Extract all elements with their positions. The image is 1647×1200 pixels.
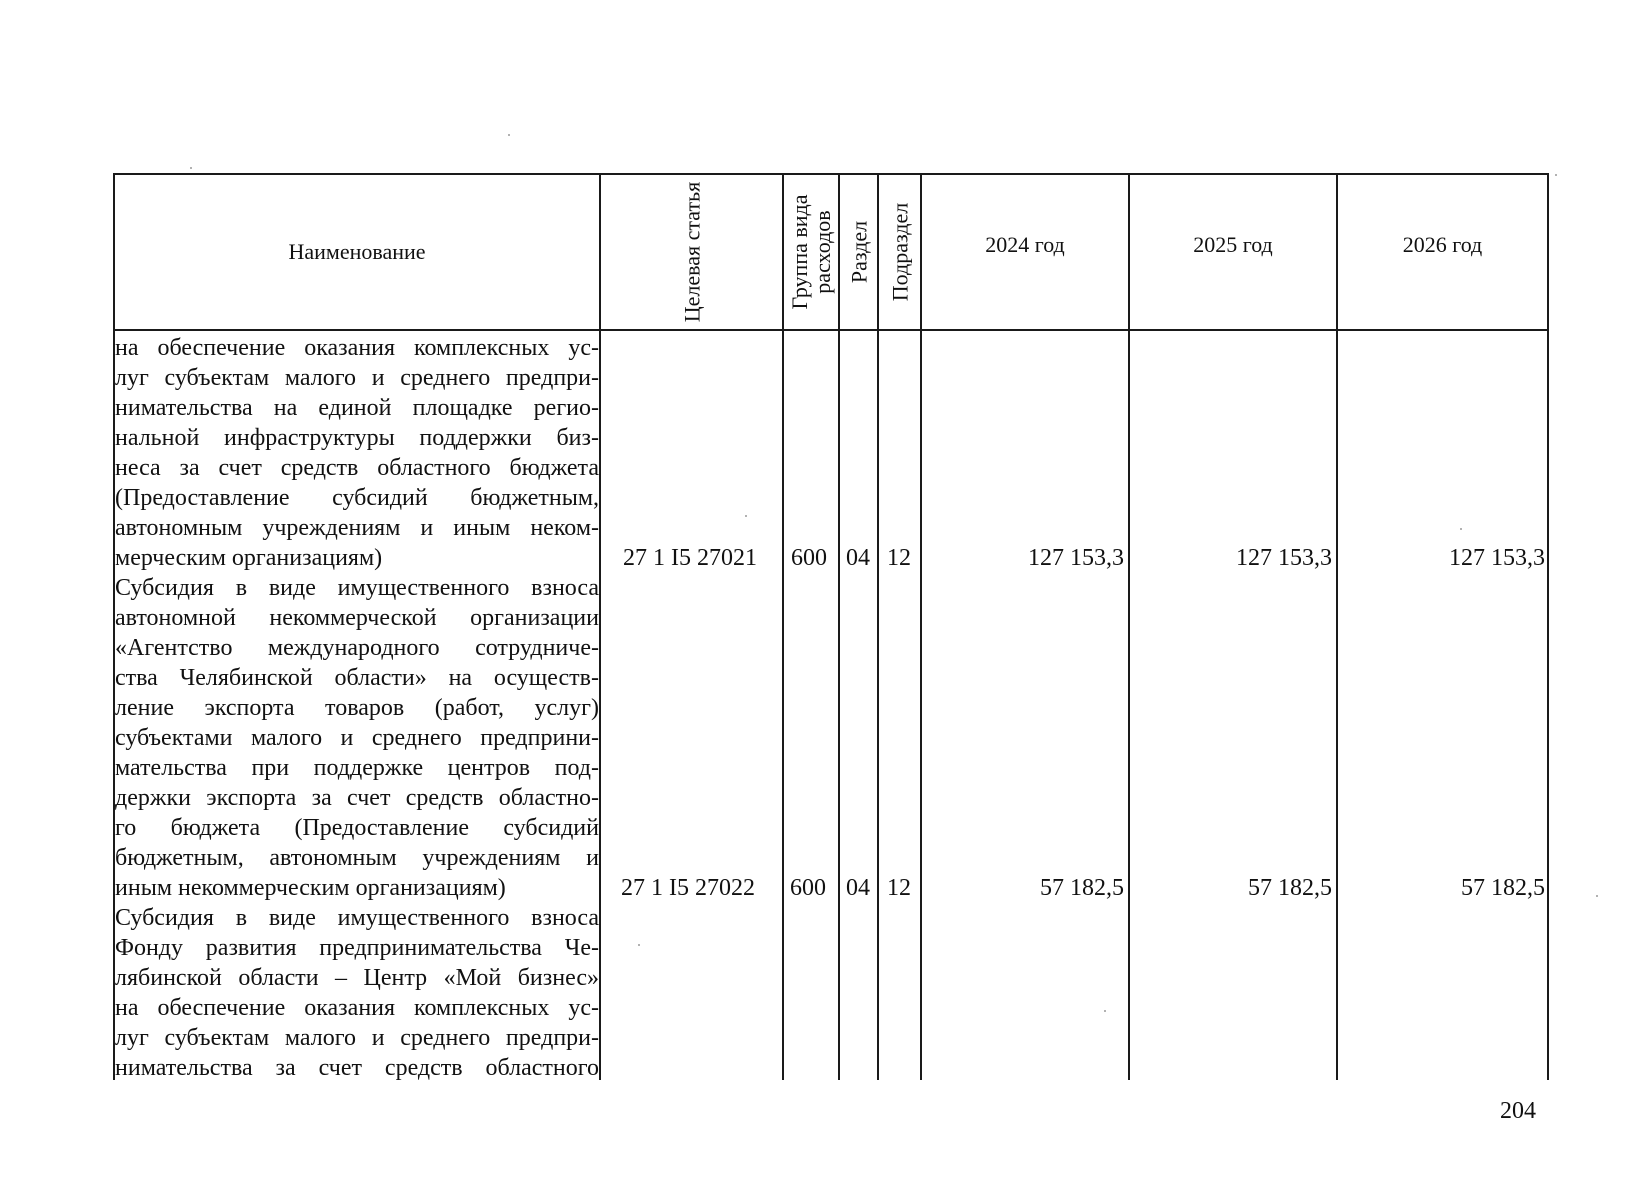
expense-group-cell: 600 (790, 875, 826, 901)
header-name-label: Наименование (288, 239, 426, 265)
table-row-description (115, 903, 599, 1083)
header-year-2025 (1130, 175, 1336, 329)
subsection-cell: 12 (887, 545, 911, 571)
description-line: на обеспечение оказания комплексных ус- (115, 335, 599, 361)
description-line: нальной инфраструктуры поддержки биз- (115, 425, 599, 451)
target-article-cell: 27 1 I5 27021 (623, 545, 757, 571)
page-number: 204 (1500, 1098, 1536, 1124)
amount-2026-cell: 127 153,3 (1449, 545, 1545, 571)
section-cell: 04 (846, 545, 870, 571)
scan-speck (190, 167, 192, 169)
description-line: Субсидия в виде имущественного взноса (115, 575, 599, 601)
description-line: Фонду развития предпринимательства Че- (115, 935, 599, 961)
description-line: автономным учреждениям и иным неком- (115, 515, 599, 541)
header-section-label (847, 221, 870, 283)
scan-speck (1460, 528, 1462, 530)
amount-2024-cell: 57 182,5 (1040, 875, 1124, 901)
table-right-border (1547, 173, 1549, 1080)
expense-group-cell: 600 (791, 545, 827, 571)
target-article-cell: 27 1 I5 27022 (621, 875, 755, 901)
table-row-description (115, 333, 599, 573)
description-line: неса за счет средств областного бюджета (115, 455, 599, 481)
header-target-article (601, 175, 782, 329)
description-line: мательства при поддержке центров под- (115, 755, 599, 781)
description-line: нимательства за счет средств областного (115, 1055, 599, 1081)
amount-2024-cell: 127 153,3 (1028, 545, 1124, 571)
description-line: лябинской области – Центр «Мой бизнес» (115, 965, 599, 991)
section-cell: 04 (846, 875, 870, 901)
header-bottom-border (113, 329, 1549, 331)
header-section-text: Раздел (845, 220, 871, 284)
header-name (115, 175, 599, 329)
header-year-2024-label: 2024 год (985, 232, 1065, 257)
budget-table (113, 173, 1549, 1080)
scan-speck (1596, 895, 1598, 897)
description-line: ства Челябинской области» на осуществ- (115, 665, 599, 691)
description-line: ление экспорта товаров (работ, услуг) (115, 695, 599, 721)
description-line: луг субъектам малого и среднего предпри- (115, 1025, 599, 1051)
amount-2025-cell: 127 153,3 (1236, 545, 1332, 571)
description-line: автономной некоммерческой организации (115, 605, 599, 631)
description-line: субъектами малого и среднего предприни- (115, 725, 599, 751)
header-year-2026-label: 2026 год (1402, 232, 1483, 257)
header-subsection-label (888, 203, 911, 301)
description-line: луг субъектам малого и среднего предпри- (115, 365, 599, 391)
description-line: держки экспорта за счет средств областно- (115, 785, 599, 811)
table-row-description (115, 573, 599, 903)
header-year-2025-label: 2025 год (1193, 232, 1273, 257)
amount-2026-cell: 57 182,5 (1461, 875, 1545, 901)
description-line: (Предоставление субсидий бюджетным, (115, 485, 599, 511)
description-line: го бюджета (Предоставление субсидий (115, 815, 599, 841)
scan-speck (508, 134, 510, 136)
header-section (840, 175, 877, 329)
description-line: мерческим организациям) (115, 545, 383, 571)
header-expense-group (784, 175, 838, 329)
description-line: бюджетным, автономным учреждениям и (115, 845, 599, 871)
description-line: нимательства на единой площадке регио- (115, 395, 599, 421)
description-line: «Агентство международного сотрудниче- (115, 635, 599, 661)
scan-speck (745, 515, 747, 517)
header-subsection-text: Подраздел (886, 202, 912, 302)
subsection-cell: 12 (887, 875, 911, 901)
description-line: Субсидия в виде имущественного взноса (115, 905, 599, 931)
amount-2025-cell: 57 182,5 (1248, 875, 1332, 901)
header-subsection (879, 175, 920, 329)
description-line: иным некоммерческим организациям) (115, 875, 506, 901)
header-year-2024 (922, 175, 1128, 329)
scan-speck (638, 944, 640, 946)
header-expense-group-text: Группа вида расходов (786, 194, 835, 310)
header-expense-group-label (788, 177, 834, 327)
header-target-article-text: Целевая статья (678, 181, 704, 323)
description-line: на обеспечение оказания комплексных ус- (115, 995, 599, 1021)
header-target-article-label (680, 177, 703, 327)
scan-speck (1104, 1010, 1106, 1012)
header-year-2026 (1338, 175, 1547, 329)
scan-speck (1555, 174, 1557, 176)
